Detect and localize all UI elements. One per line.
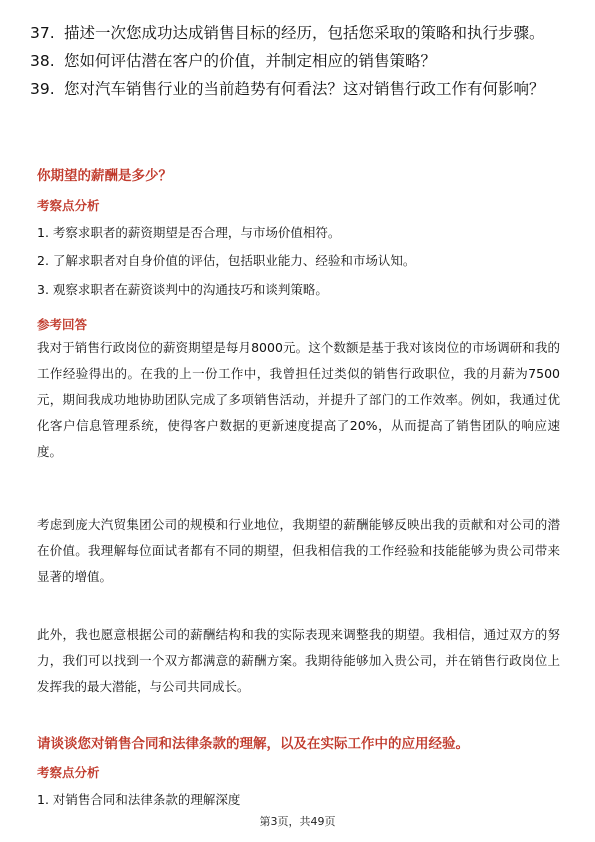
question-list bbox=[30, 22, 565, 106]
analysis-point: 1. 对销售合同和法律条款的理解深度 bbox=[37, 792, 241, 807]
answer-paragraph: 我对于销售行政岗位的薪资期望是每月8000元。这个数额是基于我对该岗位的市场调研和我的工作经验得出的。在我的上一份工作中，我曾担任过类似的销售行政职位，我的月薪为7500元，期间我成功地协助团队完成了多项销售活动，并提升了部门的工作效率。例如，我通过优化客户信息管理系统，使得客户数据的更新速度提高了20%，从而提高了销售团队的响应速度。 bbox=[37, 340, 560, 459]
answer-heading: 参考回答 bbox=[37, 317, 88, 332]
question-item bbox=[30, 22, 565, 44]
page-footer: 第3页，共49页 bbox=[259, 815, 336, 828]
analysis-heading: 考察点分析 bbox=[37, 198, 100, 213]
question-text: 您如何评估潜在客户的价值，并制定相应的销售策略？ bbox=[64, 52, 437, 70]
question-text: 您对汽车销售行业的当前趋势有何看法？这对销售行政工作有何影响？ bbox=[64, 80, 545, 98]
answer-paragraph: 考虑到庞大汽贸集团公司的规模和行业地位，我期望的薪酬能够反映出我的贡献和对公司的潜在价值。我理解每位面试者都有不同的期望，但我相信我的工作经验和技能能够为贵公司带来显著的增值。 bbox=[37, 517, 560, 584]
question-number: 38. bbox=[30, 52, 55, 70]
section-title: 你期望的薪酬是多少？ bbox=[37, 168, 172, 184]
section-title: 请谈谈您对销售合同和法律条款的理解，以及在实际工作中的应用经验。 bbox=[37, 736, 469, 752]
analysis-heading: 考察点分析 bbox=[37, 765, 100, 780]
answer-paragraph: 此外，我也愿意根据公司的薪酬结构和我的实际表现来调整我的期望。我相信，通过双方的努力，我们可以找到一个双方都满意的薪酬方案。我期待能够加入贵公司，并在销售行政岗位上发挥我的最大潜能，与公司共同成长。 bbox=[37, 627, 560, 694]
question-number: 37. bbox=[30, 24, 55, 42]
question-item bbox=[30, 50, 565, 72]
question-item bbox=[30, 78, 565, 100]
question-text: 描述一次您成功达成销售目标的经历，包括您采取的策略和执行步骤。 bbox=[64, 24, 545, 42]
analysis-point: 2. 了解求职者对自身价值的评估，包括职业能力、经验和市场认知。 bbox=[37, 253, 416, 268]
question-number: 39. bbox=[30, 80, 55, 98]
analysis-point: 1. 考察求职者的薪资期望是否合理，与市场价值相符。 bbox=[37, 225, 341, 240]
analysis-point: 3. 观察求职者在薪资谈判中的沟通技巧和谈判策略。 bbox=[37, 282, 328, 297]
